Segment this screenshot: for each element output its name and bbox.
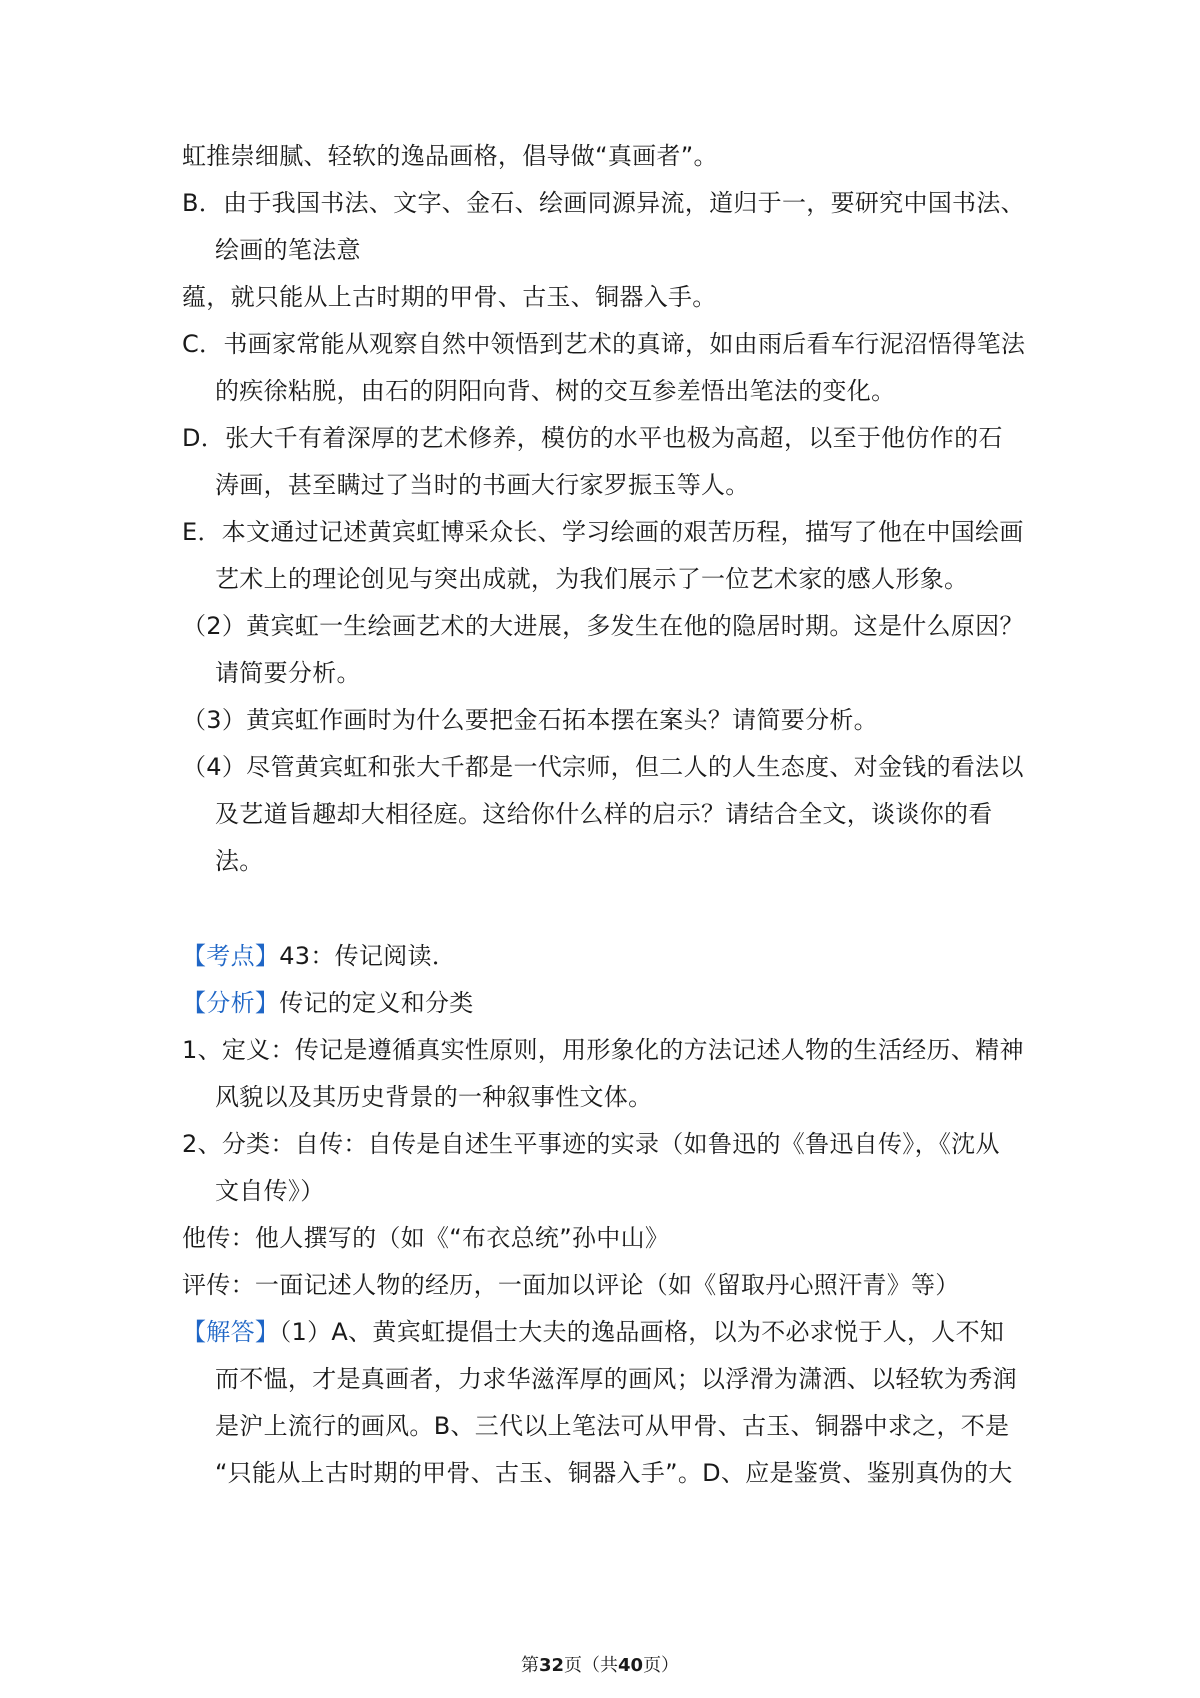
fenxi-line (182, 988, 474, 1018)
footer-middle: 页（共 (564, 1655, 618, 1676)
page-total: 40 (618, 1655, 644, 1676)
kaodian-label: 【考点】 (182, 942, 280, 970)
option-b-line: B．由于我国书法、文字、金石、绘画同源异流，道归于一，要研究中国书法、 (182, 189, 1025, 217)
question-2-line: （2）黄宾虹一生绘画艺术的大进展，多发生在他的隐居时期。这是什么原因？ (182, 612, 1024, 640)
option-e-line: E．本文通过记述黄宾虹博采众长、学习绘画的艰苦历程，描写了他在中国绘画 (182, 518, 1024, 546)
fenxi-label: 【分析】 (182, 989, 280, 1017)
kaodian-line (182, 941, 456, 971)
fenxi-text: 传记的定义和分类 (279, 989, 474, 1017)
text-line: 的疾徐粘脱，由石的阴阳向背、树的交互参差悟出笔法的变化。 (215, 377, 896, 405)
footer-suffix: 页） (643, 1655, 680, 1676)
text-line: 绘画的笔法意 (215, 236, 361, 264)
text-line: “只能从上古时期的甲骨、古玉、铜器入手”。D、应是鉴赏、鉴别真伪的大 (215, 1459, 1013, 1487)
option-d-line: D．张大千有着深厚的艺术修养，模仿的水平也极为高超，以至于他仿作的石 (182, 424, 1003, 452)
text-line: 是沪上流行的画风。B、三代以上笔法可从甲骨、古玉、铜器中求之，不是 (215, 1412, 1010, 1440)
option-c-line: C．书画家常能从观察自然中领悟到艺术的真谛，如由雨后看车行泥沼悟得笔法 (182, 330, 1026, 358)
jieda-text: （1）A、黄宾虹提倡士大夫的逸品画格，以为不必求悦于人，人不知 (279, 1318, 1005, 1346)
text-line: 而不愠，才是真画者，力求华滋浑厚的画风；以浮滑为潇洒、以轻软为秀润 (215, 1365, 1017, 1393)
classification-line: 2、分类：自传：自传是自述生平事迹的实录（如鲁迅的《鲁迅自传》，《沈从 (182, 1130, 1000, 1158)
text-line: 及艺道旨趣却大相径庭。这给你什么样的启示？请结合全文，谈谈你的看 (215, 800, 993, 828)
text-line: 蕴，就只能从上古时期的甲骨、古玉、铜器入手。 (182, 283, 717, 311)
text-line: 虹推崇细腻、轻软的逸品画格，倡导做“真画者”。 (182, 142, 718, 170)
page-footer (0, 1655, 1200, 1677)
page-number: 32 (538, 1655, 564, 1676)
definition-line: 1、定义：传记是遵循真实性原则，用形象化的方法记述人物的生活经历、精神 (182, 1036, 1024, 1064)
text-line: 艺术上的理论创见与突出成就，为我们展示了一位艺术家的感人形象。 (215, 565, 969, 593)
question-3-line: （3）黄宾虹作画时为什么要把金石拓本摆在案头？请简要分析。 (182, 706, 878, 734)
text-line: 风貌以及其历史背景的一种叙事性文体。 (215, 1083, 653, 1111)
text-line: 法。 (215, 847, 264, 875)
text-line: 涛画，甚至瞒过了当时的书画大行家罗振玉等人。 (215, 471, 750, 499)
text-line: 他传：他人撰写的（如《“布衣总统”孙中山》 (182, 1224, 670, 1252)
text-line: 评传：一面记述人物的经历，一面加以评论（如《留取丹心照汗青》等） (182, 1271, 960, 1299)
text-line: 文自传》） (215, 1177, 325, 1205)
footer-prefix: 第 (520, 1655, 539, 1676)
jieda-label: 【解答】 (182, 1318, 280, 1346)
jieda-line (182, 1317, 1004, 1347)
question-4-line: （4）尽管黄宾虹和张大千都是一代宗师，但二人的人生态度、对金钱的看法以 (182, 753, 1024, 781)
kaodian-text: 43：传记阅读． (279, 942, 457, 970)
text-line: 请简要分析。 (215, 659, 361, 687)
